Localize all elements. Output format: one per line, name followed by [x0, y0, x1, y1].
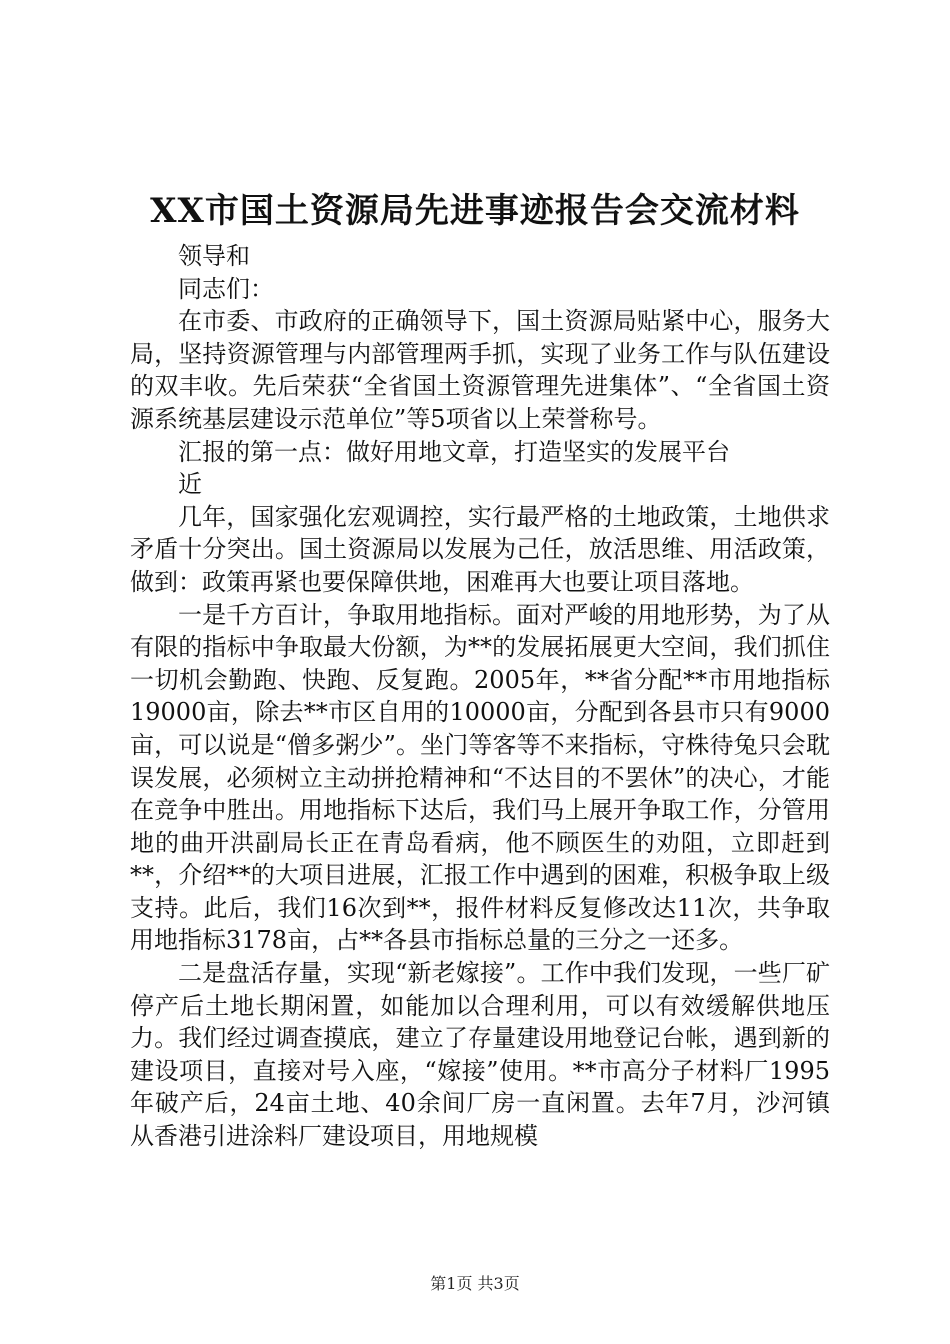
document-body — [130, 240, 830, 1153]
paragraph-point-2: 二是盘活存量，实现“新老嫁接”。工作中我们发现，一些厂矿停产后土地长期闲置，如能加以合理利用，可以有效缓解供地压力。我们经过调查摸底，建立了存量建设用地登记台帐，遇到新的建设项目，直接对号入座，“嫁接”使用。**市高分子材料厂1995年破产后，24亩土地、40余间厂房一直闲置。去年7月，沙河镇从香港引进涂料厂建设项目，用地规模 — [130, 959, 830, 1151]
salutation-line-2: 同志们： — [178, 274, 274, 303]
paragraph-fragment: 近 — [178, 470, 202, 499]
document-title: XX市国土资源局先进事迹报告会交流材料 — [150, 191, 800, 231]
page-footer: 第1页 共3页 — [430, 1274, 520, 1293]
paragraph-point-1: 一是千方百计，争取用地指标。面对严峻的用地形势，为了从有限的指标中争取最大份额，为**的发展拓展更大空间，我们抓住一切机会勤跑、快跑、反复跑。2005年，**省分配**市用地指标19000亩，除去**市区自用的10000亩，分配到各县市只有9000亩，可以说是“僧多粥少”。坐门等客等不来指标，守株待兔只会耽误发展，必须树立主动拼抢精神和“不达目的不罢休”的决心，才能在竞争中胜出。用地指标下达后，我们马上展开争取工作，分管用地的曲开洪副局长正在青岛看病，他不顾医生的劝阻，立即赶到**，介绍**的大项目进展，汇报工作中遇到的困难，积极争取上级支持。此后，我们16次到**，报件材料反复修改达11次，共争取用地指标3178亩，占**各县市指标总量的三分之一还多。 — [130, 600, 830, 955]
section-heading-1: 汇报的第一点：做好用地文章，打造坚实的发展平台 — [178, 437, 730, 466]
salutation-line-1: 领导和 — [178, 242, 250, 270]
paragraph-context: 几年，国家强化宏观调控，实行最严格的土地政策，土地供求矛盾十分突出。国土资源局以发展为己任，放活思维、用活政策，做到：政策再紧也要保障供地，困难再大也要让项目落地。 — [130, 502, 830, 596]
paragraph-intro: 在市委、市政府的正确领导下，国土资源局贴紧中心，服务大局，坚持资源管理与内部管理两手抓，实现了业务工作与队伍建设的双丰收。先后荣获“全省国土资源管理先进集体”、“全省国土资源系统基层建设示范单位”等5项省以上荣誉称号。 — [130, 307, 830, 433]
